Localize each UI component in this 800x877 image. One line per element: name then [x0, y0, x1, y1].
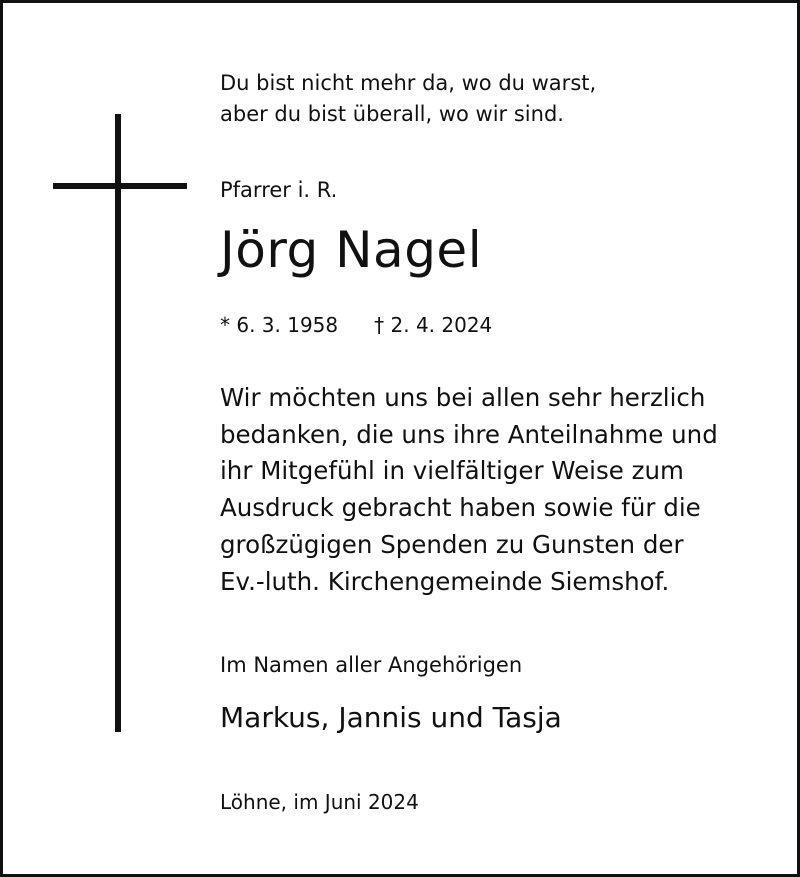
thank-you-message	[220, 380, 718, 600]
signoff-line: Im Namen aller Angehörigen	[220, 653, 523, 677]
deceased-name: Jörg Nagel	[220, 221, 483, 279]
quote-line: aber du bist überall, wo wir sind.	[220, 102, 564, 126]
signers-names: Markus, Jannis und Tasja	[220, 701, 562, 734]
cross-icon-crossbar	[53, 183, 187, 189]
memorial-quote	[220, 68, 596, 130]
message-line: ihr Mitgefühl in vielfältiger Weise zum	[220, 456, 684, 486]
life-dates	[220, 311, 492, 339]
cross-icon	[115, 114, 121, 732]
quote-line: Du bist nicht mehr da, wo du warst,	[220, 71, 597, 95]
message-line: bedanken, die uns ihre Anteilnahme und	[220, 419, 718, 449]
birth-date: * 6. 3. 1958	[220, 313, 339, 337]
message-line: Wir möchten uns bei allen sehr herzlich	[220, 383, 706, 412]
message-line: Ev.-luth. Kirchengemeinde Siemshof.	[220, 566, 670, 596]
place-and-date: Löhne, im Juni 2024	[220, 790, 419, 814]
message-line: großzügigen Spenden zu Gunsten der	[220, 529, 684, 559]
death-date: † 2. 4. 2024	[374, 313, 493, 337]
deceased-title: Pfarrer i. R.	[220, 178, 338, 202]
message-line: Ausdruck gebracht haben sowie für die	[220, 493, 701, 523]
